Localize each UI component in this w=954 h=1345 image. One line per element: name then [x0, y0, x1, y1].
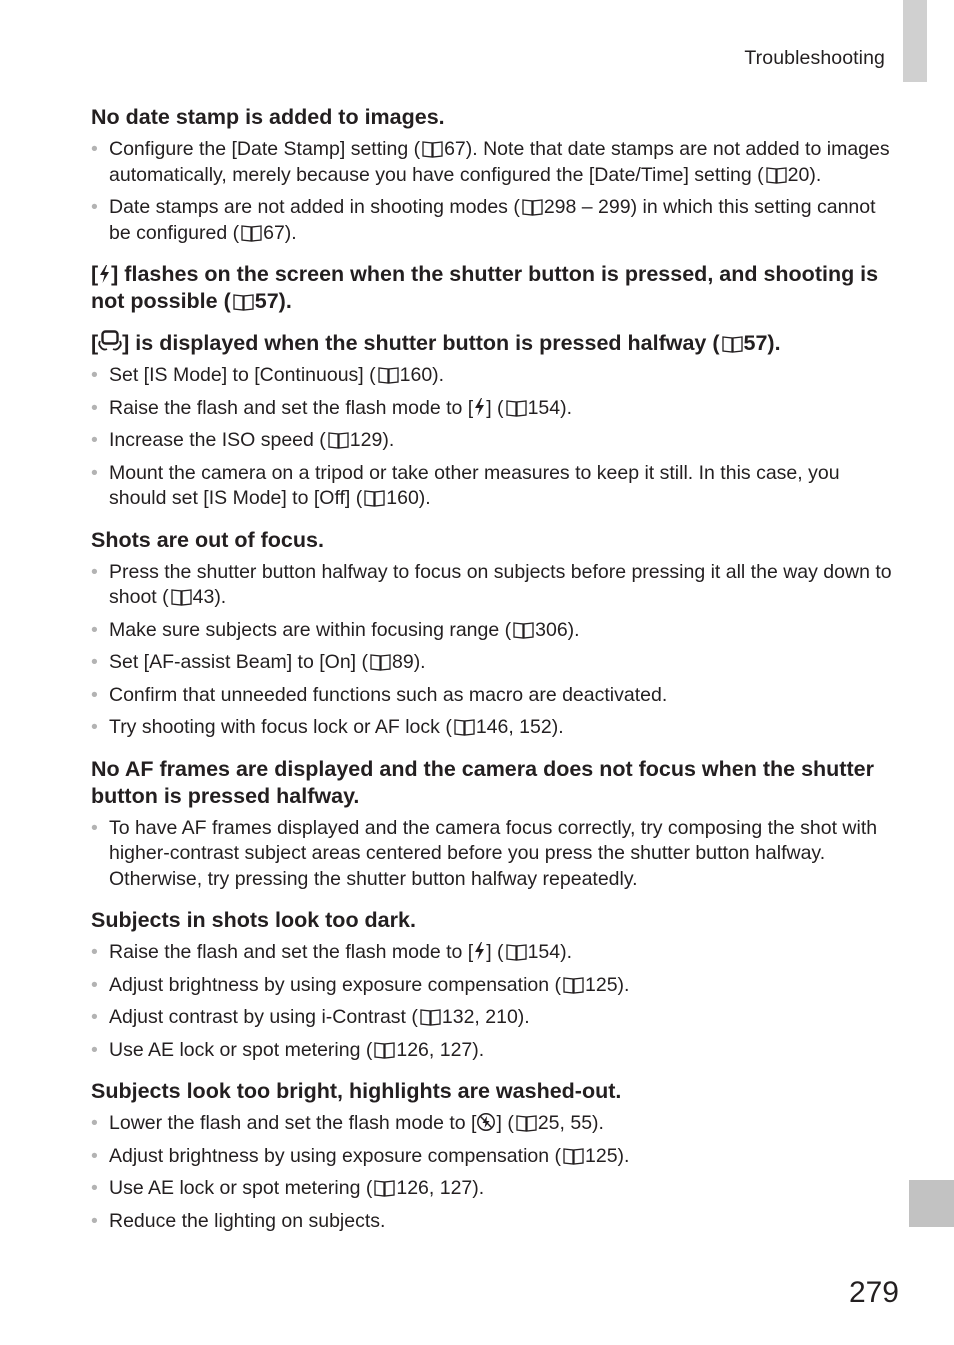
bullet-item: • Increase the ISO speed ( 129).	[91, 428, 897, 454]
running-head: Troubleshooting	[744, 47, 885, 69]
chapter-tab-top	[903, 0, 927, 82]
book-ref-icon	[766, 166, 787, 184]
book-ref-icon	[422, 140, 443, 158]
section-heading: No AF frames are displayed and the camera does not focus when the shutter button is pressed halfway.	[91, 756, 874, 808]
page-content	[91, 104, 897, 1249]
flash-on-icon	[473, 397, 486, 417]
book-ref-icon	[516, 1114, 537, 1132]
bullet-dot-icon: •	[91, 429, 98, 451]
bullet-item: • Set [IS Mode] to [Continuous] ( 160).	[91, 363, 897, 389]
bullet-list	[91, 560, 897, 741]
book-ref-icon	[241, 224, 262, 242]
flash-on-icon	[98, 264, 111, 284]
book-ref-icon	[563, 976, 584, 994]
bullet-item: • Make sure subjects are within focusing range ( 306).	[91, 618, 897, 644]
bullet-item: • Mount the camera on a tripod or take other measures to keep it still. In this case, you should set [IS Mode] to [Off] ( 160).	[91, 461, 840, 509]
bullet-item: • Adjust contrast by using i-Contrast ( 132, 210).	[91, 1005, 897, 1031]
bullet-dot-icon: •	[91, 973, 98, 996]
bullet-dot-icon: •	[91, 1006, 98, 1028]
page-number: 279	[848, 1276, 899, 1309]
bullet-list	[91, 137, 897, 246]
book-ref-icon	[374, 1041, 395, 1059]
bullet-item: • Raise the flash and set the flash mode to [ ] ( 154).	[91, 396, 897, 422]
book-ref-icon	[374, 1179, 395, 1197]
section-heading: [ ] flashes on the screen when the shutter button is pressed, and shooting is not possible ( 57).	[91, 262, 879, 313]
bullet-list	[91, 816, 897, 893]
bullet-item: • Reduce the lighting on subjects.	[91, 1209, 897, 1235]
bullet-list	[91, 940, 897, 1063]
book-ref-icon	[513, 621, 534, 639]
bullet-item: • Configure the [Date Stamp] setting ( 67). Note that date stamps are not added to images automatically, merely because you have configured the [Date/Time] setting ( 20).	[91, 138, 890, 186]
bullet-list	[91, 363, 897, 512]
bullet-dot-icon: •	[91, 618, 98, 641]
bullet-item: • To have AF frames displayed and the camera focus correctly, try composing the shot with higher-contrast subject areas centered before you press the shutter button halfway. Otherwise, try pressing the shutter button halfway repeatedly.	[91, 816, 878, 890]
book-ref-icon	[370, 653, 391, 671]
troubleshooting-section	[91, 907, 897, 1063]
book-ref-icon	[420, 1008, 441, 1026]
troubleshooting-section	[91, 756, 897, 893]
bullet-dot-icon: •	[91, 461, 98, 484]
troubleshooting-section	[91, 1078, 897, 1234]
bullet-item: • Use AE lock or spot metering ( 126, 127).	[91, 1038, 897, 1064]
bullet-item: • Date stamps are not added in shooting modes ( 298 – 299) in which this setting cannot be configured ( 67).	[91, 196, 876, 244]
bullet-dot-icon: •	[91, 1177, 98, 1199]
bullet-dot-icon: •	[91, 683, 98, 706]
bullet-dot-icon: •	[91, 941, 98, 963]
flash-on-icon	[473, 941, 486, 961]
bullet-dot-icon: •	[91, 560, 98, 583]
book-ref-icon	[506, 943, 527, 961]
bullet-dot-icon: •	[91, 1112, 98, 1134]
bullet-dot-icon: •	[91, 716, 98, 738]
bullet-dot-icon: •	[91, 816, 98, 839]
book-ref-icon	[364, 489, 385, 507]
troubleshooting-section	[91, 104, 897, 246]
bullet-item: • Set [AF-assist Beam] to [On] ( 89).	[91, 650, 897, 676]
bullet-item: • Lower the flash and set the flash mode to [ ] ( 25, 55).	[91, 1111, 897, 1137]
bullet-item: • Raise the flash and set the flash mode to [ ] ( 154).	[91, 940, 897, 966]
book-ref-icon	[171, 588, 192, 606]
section-heading: Shots are out of focus.	[91, 527, 324, 552]
section-heading: Subjects in shots look too dark.	[91, 908, 416, 932]
chapter-tab-side	[909, 1180, 954, 1227]
book-ref-icon	[233, 293, 254, 311]
book-ref-icon	[722, 335, 743, 353]
section-heading: No date stamp is added to images.	[91, 105, 445, 129]
troubleshooting-section	[91, 261, 897, 315]
bullet-item: • Adjust brightness by using exposure compensation ( 125).	[91, 1144, 897, 1170]
flash-off-icon	[476, 1112, 496, 1132]
bullet-dot-icon: •	[91, 196, 98, 218]
troubleshooting-section	[91, 527, 897, 741]
bullet-dot-icon: •	[91, 1209, 98, 1232]
bullet-dot-icon: •	[91, 138, 98, 160]
bullet-item: • Press the shutter button halfway to focus on subjects before pressing it all the way down to shoot ( 43).	[91, 560, 892, 608]
bullet-item: • Use AE lock or spot metering ( 126, 127).	[91, 1176, 897, 1202]
troubleshooting-section	[91, 327, 897, 512]
section-heading: Subjects look too bright, highlights are washed-out.	[91, 1079, 622, 1103]
book-ref-icon	[378, 366, 399, 384]
book-ref-icon	[563, 1147, 584, 1165]
bullet-dot-icon: •	[91, 1038, 98, 1061]
section-heading: [ ] is displayed when the shutter button is pressed halfway ( 57).	[91, 327, 897, 357]
book-ref-icon	[454, 718, 475, 736]
book-ref-icon	[506, 399, 527, 417]
bullet-item: • Confirm that unneeded functions such as macro are deactivated.	[91, 683, 897, 709]
book-ref-icon	[328, 431, 349, 449]
bullet-item: • Adjust brightness by using exposure compensation ( 125).	[91, 973, 897, 999]
bullet-dot-icon: •	[91, 396, 98, 419]
bullet-item: • Try shooting with focus lock or AF lock ( 146, 152).	[91, 715, 897, 741]
bullet-list	[91, 1111, 897, 1234]
book-ref-icon	[522, 198, 543, 216]
bullet-dot-icon: •	[91, 651, 98, 673]
camera-shake-icon	[98, 327, 122, 353]
bullet-dot-icon: •	[91, 1144, 98, 1167]
bullet-dot-icon: •	[91, 364, 98, 386]
